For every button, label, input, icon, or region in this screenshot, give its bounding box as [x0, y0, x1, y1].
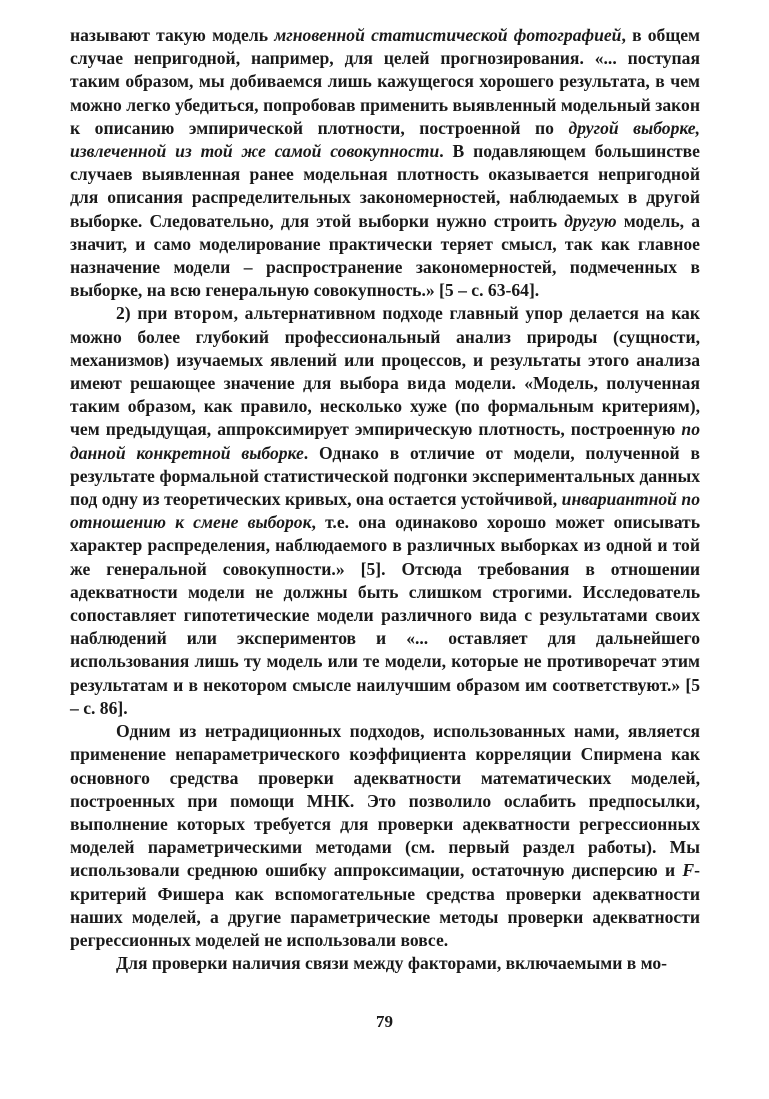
text-segment: . Однако в отличие от модели, полученной в результате формальной статистической подгонки экспериментальных данных под одну из теоретических кривых, она остается устойчивой, — [70, 442, 700, 510]
text-segment: модели. «Модель, полученная таким образом, как правило, несколько хуже (по формальным критериям), чем предыдущая, аппроксимирует эмпирическую плотность, построенную — [70, 373, 700, 440]
text-segment: называют такую модель — [70, 25, 275, 45]
text-segment: . В подавляющем большинстве случаев выявленная ранее модельная плотность оказывается непригодной для описания распределительных закономерностей, наблюдаемых в другой выборке. Следовательно, для этой выборки нужно строить — [70, 141, 700, 231]
italic-phrase: другой выборке, извлеченной из той же самой совокупности — [70, 117, 700, 162]
text-segment: модель, а значит, и само моделирование практически теряет смысл, так как главное назначение модели – распространение закономерностей, подмеченных в выборке, на всю генеральную совокупность.» [5 – с. 63-64]. — [70, 210, 700, 301]
emphasized-word: вида — [407, 373, 447, 394]
text-segment: , в общем случае непригодной, например, для целей прогнозирования. «... поступая таким образом, мы добиваемся лишь кажущегося хорошего результата, в чем можно легко убедиться, попробовав применить выявленный модельный закон к описанию эмпирической плотности, построенной по — [70, 25, 700, 138]
italic-phrase: инвариантной по отношению к смене выборок — [70, 489, 700, 533]
document-page — [70, 24, 700, 975]
text-segment: , альтернативном подходе главный упор делается на как можно более глубокий профессиональный анализ природы (сущности, механизмов) изучаемых явлений или процессов, и результаты этого анализа имеют решающее значение для выбора — [70, 303, 700, 394]
paragraph-4 — [70, 952, 700, 975]
paragraph-1 — [70, 24, 700, 302]
text-segment: 2) при — [116, 303, 175, 324]
italic-phrase: другую — [564, 210, 617, 231]
page-number: 79 — [376, 1012, 393, 1031]
emphasized-word: втором — [174, 303, 234, 324]
italic-phrase: по данной конкретной выборке — [70, 419, 700, 463]
paragraph-3 — [70, 720, 700, 952]
italic-phrase: мгновенной статистической фотографией — [274, 25, 622, 45]
text-segment: Для проверки наличия связи между факторами, включаемыми в мо- — [116, 953, 668, 974]
italic-letter: F — [682, 860, 695, 881]
text-segment: -критерий Фишера как вспомогательные средства проверки адекватности наших моделей, а другие параметрические методы проверки адекватности регрессионных моделей не использовали вовсе. — [70, 860, 700, 950]
text-segment: Одним из нетрадиционных подходов, использованных нами, является применение непараметрического коэффициента корреляции Спирмена как основного средства проверки адекватности математических моделей, построенных при помощи МНК. Это позволило ослабить предпосылки, выполнение которых требуется для проверки адекватности регрессионных моделей параметрическими методами (см. первый раздел работы). Мы использовали среднюю ошибку аппроксимации, остаточную дисперсию и — [70, 721, 700, 881]
paragraph-2 — [70, 302, 700, 720]
text-segment: , т.е. она одинаково хорошо может описывать характер распределения, наблюдаемого в различных выборках из одной и той же генеральной совокупности.» [5]. Отсюда требования в отношении адекватности модели не должны быть слишком строгими. Исследователь сопоставляет гипотетические модели различного вида с результатами своих наблюдений или экспериментов и «... оставляет для дальнейшего использования лишь ту модель или те модели, которые не противоречат этим результатам и в некотором смысле наилучшим образом им соответствуют.» [5 – с. 86]. — [70, 512, 700, 718]
